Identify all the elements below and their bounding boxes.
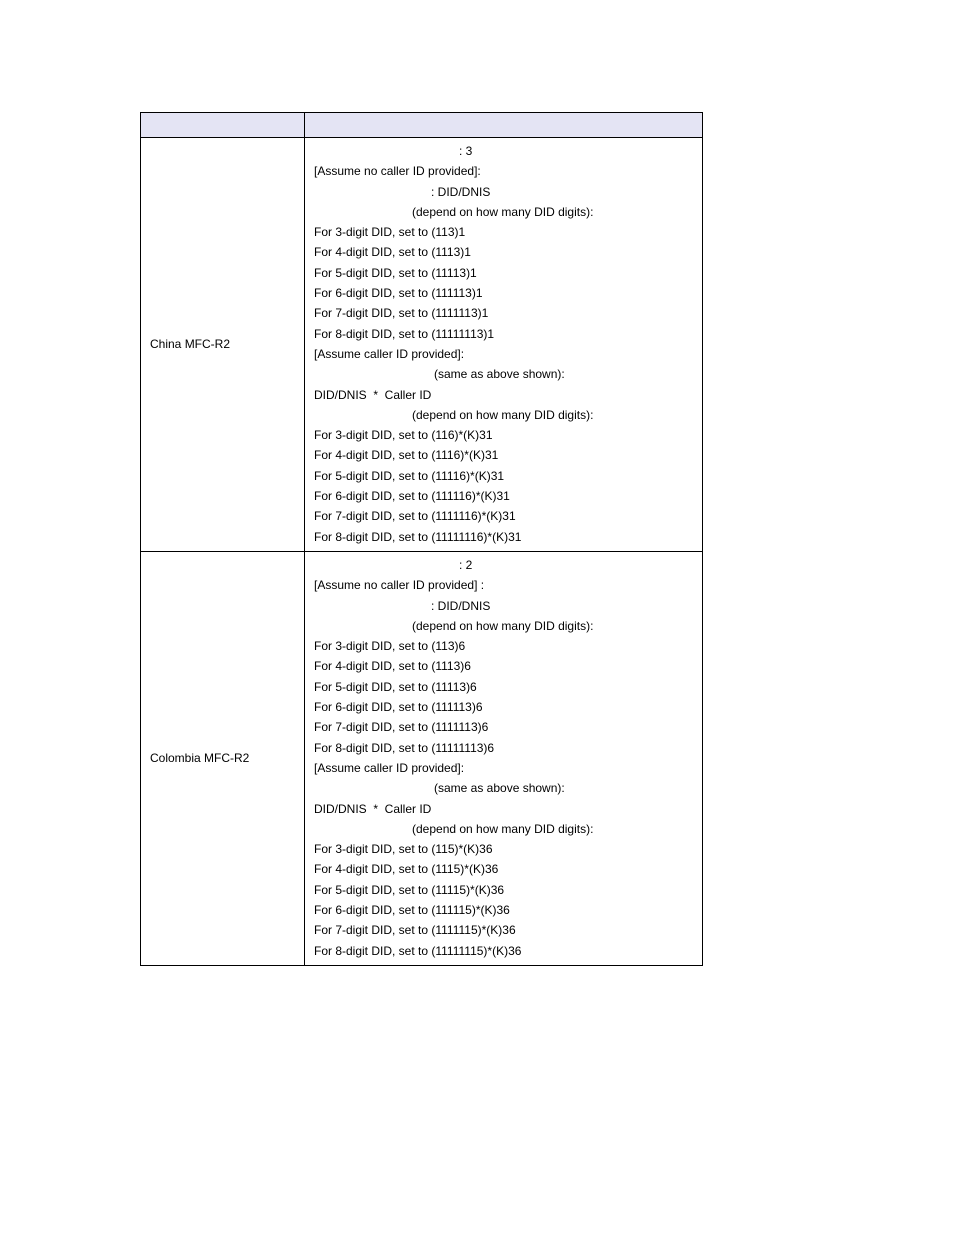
variant-cell: China MFC-R2 [141, 138, 305, 552]
setting-line: (depend on how many DID digits): [412, 204, 594, 219]
setting-line: For 4-digit DID, set to (1116)*(K)31 [314, 448, 499, 463]
setting-line: For 6-digit DID, set to (111116)*(K)31 [314, 489, 510, 504]
setting-line: : DID/DNIS [431, 598, 491, 613]
setting-line: [Assume no caller ID provided]: [314, 164, 481, 179]
setting-line: For 4-digit DID, set to (1113)1 [314, 245, 471, 260]
settings-cell [305, 138, 703, 552]
setting-line: : DID/DNIS [431, 184, 491, 199]
setting-line: DID/DNIS * Caller ID [314, 387, 432, 402]
setting-line: For 5-digit DID, set to (11113)1 [314, 265, 477, 280]
setting-line: (depend on how many DID digits): [412, 618, 594, 633]
setting-line: DID/DNIS * Caller ID [314, 801, 432, 816]
variant-cell: Colombia MFC-R2 [141, 551, 305, 965]
setting-line: : 2 [459, 557, 473, 572]
table-row-china [141, 138, 703, 552]
setting-line: For 3-digit DID, set to (115)*(K)36 [314, 842, 493, 857]
setting-line: For 8-digit DID, set to (11111115)*(K)36 [314, 943, 522, 958]
setting-line: (same as above shown): [434, 367, 565, 382]
setting-line: [Assume caller ID provided]: [314, 346, 465, 361]
setting-line: For 7-digit DID, set to (1111115)*(K)36 [314, 923, 516, 938]
setting-line: : 3 [459, 144, 473, 158]
setting-line: (depend on how many DID digits): [412, 407, 594, 422]
setting-line: For 4-digit DID, set to (1113)6 [314, 659, 471, 674]
setting-line: (depend on how many DID digits): [412, 821, 594, 836]
setting-line: For 6-digit DID, set to (111115)*(K)36 [314, 902, 510, 917]
header-cell-settings [305, 113, 703, 138]
setting-line: [Assume caller ID provided]: [314, 760, 465, 775]
setting-line: For 7-digit DID, set to (1111116)*(K)31 [314, 509, 516, 524]
setting-line: For 5-digit DID, set to (11116)*(K)31 [314, 468, 505, 483]
setting-line: For 4-digit DID, set to (1115)*(K)36 [314, 862, 499, 877]
header-cell-variant [141, 113, 305, 138]
mfc-r2-settings-table [140, 112, 703, 966]
setting-line: (same as above shown): [434, 781, 565, 796]
setting-line: For 7-digit DID, set to (1111113)1 [314, 306, 489, 321]
table-header-row [141, 113, 703, 138]
setting-line: For 5-digit DID, set to (11113)6 [314, 679, 477, 694]
setting-line: For 6-digit DID, set to (111113)6 [314, 700, 483, 715]
setting-line: For 8-digit DID, set to (11111116)*(K)31 [314, 529, 522, 544]
settings-cell [305, 551, 703, 965]
setting-line: For 6-digit DID, set to (111113)1 [314, 286, 483, 301]
setting-line: For 3-digit DID, set to (113)6 [314, 639, 466, 654]
setting-line: For 8-digit DID, set to (11111113)1 [314, 326, 495, 341]
setting-line: For 3-digit DID, set to (113)1 [314, 225, 466, 240]
setting-line: For 8-digit DID, set to (11111113)6 [314, 740, 495, 755]
setting-line: For 3-digit DID, set to (116)*(K)31 [314, 428, 493, 443]
setting-line: [Assume no caller ID provided] : [314, 578, 485, 593]
table-row-colombia [141, 551, 703, 965]
setting-line: For 5-digit DID, set to (11115)*(K)36 [314, 882, 505, 897]
setting-line: For 7-digit DID, set to (1111113)6 [314, 720, 489, 735]
